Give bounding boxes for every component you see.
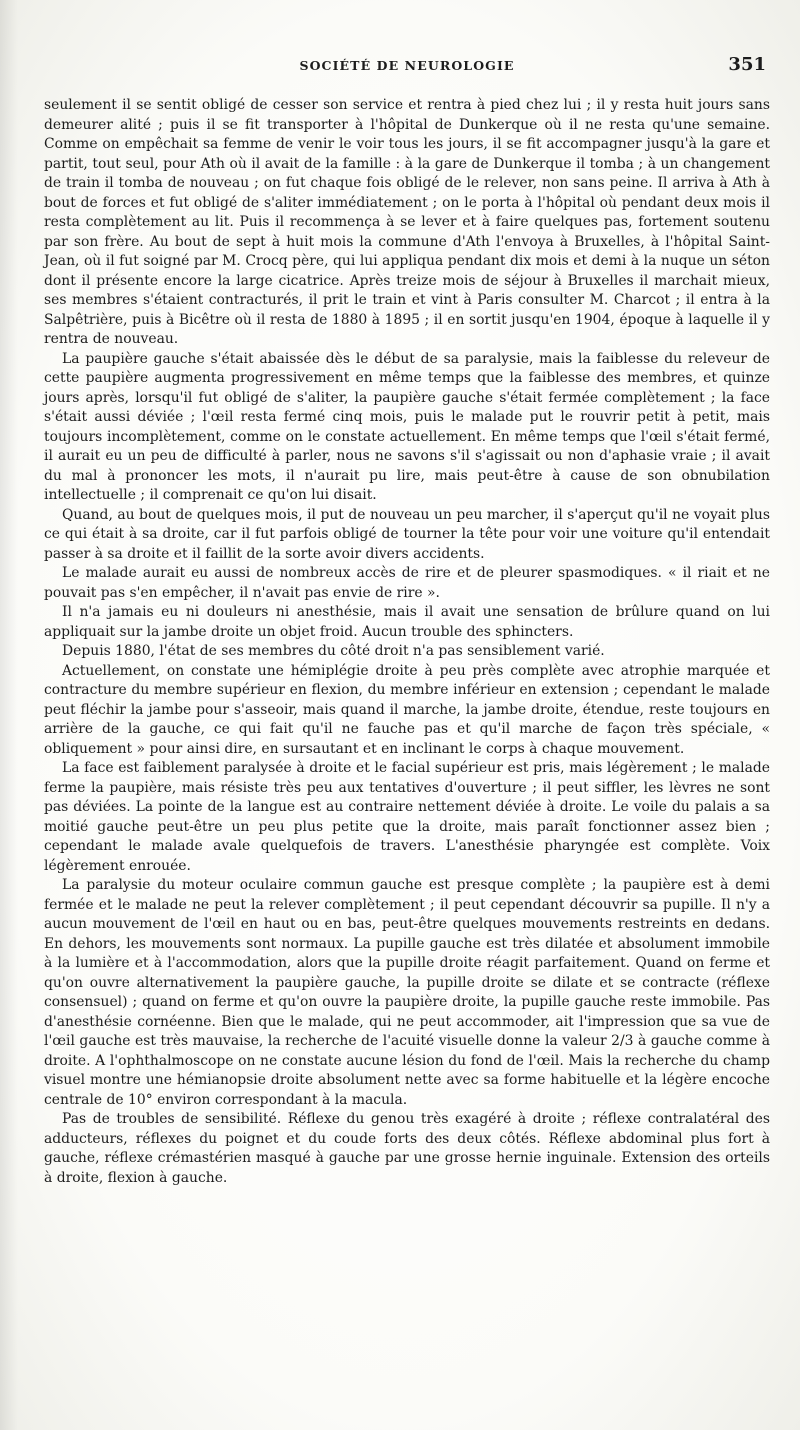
- paragraph-reflexes: Pas de troubles de sensibilité. Réflexe du genou très exagéré à droite ; réflexe contralatéral des adducteurs, réflexes du poignet et du coude forts des deux côtés. Réflexe abdominal plus fort à gauche, réflexe crémastérien masqué à gauche par une grosse hernie inguinale. Extension des orteils à droite, flexion à gauche.: [44, 1111, 770, 1186]
- page-number: 351: [728, 54, 766, 75]
- paragraph-vision: Quand, au bout de quelques mois, il put de nouveau un peu marcher, il s'aperçut qu'il ne voyait plus ce qui était à sa droite, car il fut parfois obligé de tourner la tête pour voir une voiture qu'il entendait passer à sa droite et il faillit de la sorte avoir divers accidents.: [44, 506, 770, 562]
- paragraph-sensation: Il n'a jamais eu ni douleurs ni anesthésie, mais il avait une sensation de brûlure quand on lui appliquait sur la jambe droite un objet froid. Aucun trouble des sphincters.: [44, 604, 770, 640]
- paragraph-current-state: Actuellement, on constate une hémiplégie droite à peu près complète avec atrophie marquée et contracture du membre supérieur en flexion, du membre inférieur en extension ; cependant le malade peut fléchir la jambe pour s'asseoir, mais quand il marche, la jambe droite, étendue, reste toujours en arrière de la gauche, ce qui fait qu'il ne fauche pas et qu'il marche de façon très spéciale, « obliquement » pour ainsi dire, en sursautant et en inclinant le corps à chaque mouvement.: [44, 662, 770, 757]
- running-title: SOCIÉTÉ DE NEUROLOGIE: [299, 58, 515, 73]
- body-text: [44, 96, 770, 1188]
- paragraph-face: La face est faiblement paralysée à droite et le facial supérieur est pris, mais légèrement ; le malade ferme la paupière, mais résiste très peu aux tentatives d'ouverture ; il peut siffler, les lèvres ne sont pas déviées. La pointe de la langue est au contraire nettement déviée à droite. Le voile du palais a sa moitié gauche peut-être un peu plus petite que la droite, mais paraît fonctionner assez bien ; cependant le malade avale quelquefois de travers. L'anesthésie pharyngée est complète. Voix légèrement enrouée.: [44, 760, 770, 874]
- paragraph-laughter: Le malade aurait eu aussi de nombreux accès de rire et de pleurer spasmodiques. « il riait et ne pouvait pas s'en empêcher, il n'avait pas envie de rire ».: [44, 565, 770, 601]
- paragraph-oculomotor: La paralysie du moteur oculaire commun gauche est presque complète ; la paupière est à demi fermée et le malade ne peut la relever complètement ; il peut cependant découvrir sa pupille. Il n'y a aucun mouvement de l'œil en haut ou en bas, peut-être quelques mouvements restreints en dedans. En dehors, les mouvements sont normaux. La pupille gauche est très dilatée et absolument immobile à la lumière et à l'accommodation, alors que la pupille droite réagit parfaitement. Quand on ferme et qu'on ouvre alternativement la paupière gauche, la pupille droite se dilate et se contracte (réflexe consensuel) ; quand on ferme et qu'on ouvre la paupière droite, la pupille gauche reste immobile. Pas d'anesthésie cornéenne. Bien que le malade, qui ne peut accommoder, ait l'impression que sa vue de l'œil gauche est très mauvaise, la recherche de l'acuité visuelle donne la valeur 2/3 à gauche comme à droite. A l'ophthalmoscope on ne constate aucune lésion du fond de l'œil. Mais la recherche du champ visuel montre une hémianopsie droite absolument nette avec sa forme habituelle et la légère encoche centrale de 10° environ correspondant à la macula.: [44, 877, 770, 1108]
- paragraph-history: seulement il se sentit obligé de cesser son service et rentra à pied chez lui ; il y resta huit jours sans demeurer alité ; puis il se fit transporter à l'hôpital de Dunkerque où il ne resta qu'une semaine. Comme on empêchait sa femme de venir le voir tous les jours, il se fit accompagner jusqu'à la gare et partit, tout seul, pour Ath où il avait de la famille : à la gare de Dunkerque il tomba ; à un changement de train il tomba de nouveau ; on fut chaque fois obligé de le relever, non sans peine. Il arriva à Ath à bout de forces et fut obligé de s'aliter immédiatement ; on le porta à l'hôpital où pendant deux mois il resta complètement au lit. Puis il recommença à se lever et à faire quelques pas, fortement soutenu par son frère. Au bout de sept à huit mois la commune d'Ath l'envoya à Bruxelles, à l'hôpital Saint-Jean, où il fut soigné par M. Crocq père, qui lui appliqua pendant dix mois et demi à la nuque un séton dont il présente encore la large cicatrice. Après treize mois de séjour à Bruxelles il marchait mieux, ses membres s'étaient contracturés, il prit le train et vint à Paris consulter M. Charcot ; il entra à la Salpêtrière, puis à Bicêtre où il resta de 1880 à 1895 ; il en sortit jusqu'en 1904, époque à laquelle il y rentra de nouveau.: [44, 97, 770, 347]
- page-edge-shadow: [0, 0, 18, 1430]
- paragraph-since-1880: Depuis 1880, l'état de ses membres du côté droit n'a pas sensiblement varié.: [62, 643, 605, 659]
- page-header: [44, 56, 770, 80]
- paragraph-eyelid: La paupière gauche s'était abaissée dès le début de sa paralysie, mais la faiblesse du releveur de cette paupière augmenta progressivement en même temps que la faiblesse des membres, et quinze jours après, lorsqu'il fut obligé de s'aliter, la paupière gauche s'était fermée complètement ; la face s'était aussi déviée ; l'œil resta fermé cinq mois, puis le malade put le rouvrir petit à petit, mais toujours incomplètement, comme on le constate actuellement. En même temps que l'œil s'était fermé, il aurait eu un peu de difficulté à parler, nous ne savons s'il s'agissait ou non d'aphasie vraie ; il avait du mal à prononcer les mots, il n'aurait pu lire, mais peut-être à cause de son obnubilation intellectuelle ; il comprenait ce qu'on lui disait.: [44, 350, 770, 503]
